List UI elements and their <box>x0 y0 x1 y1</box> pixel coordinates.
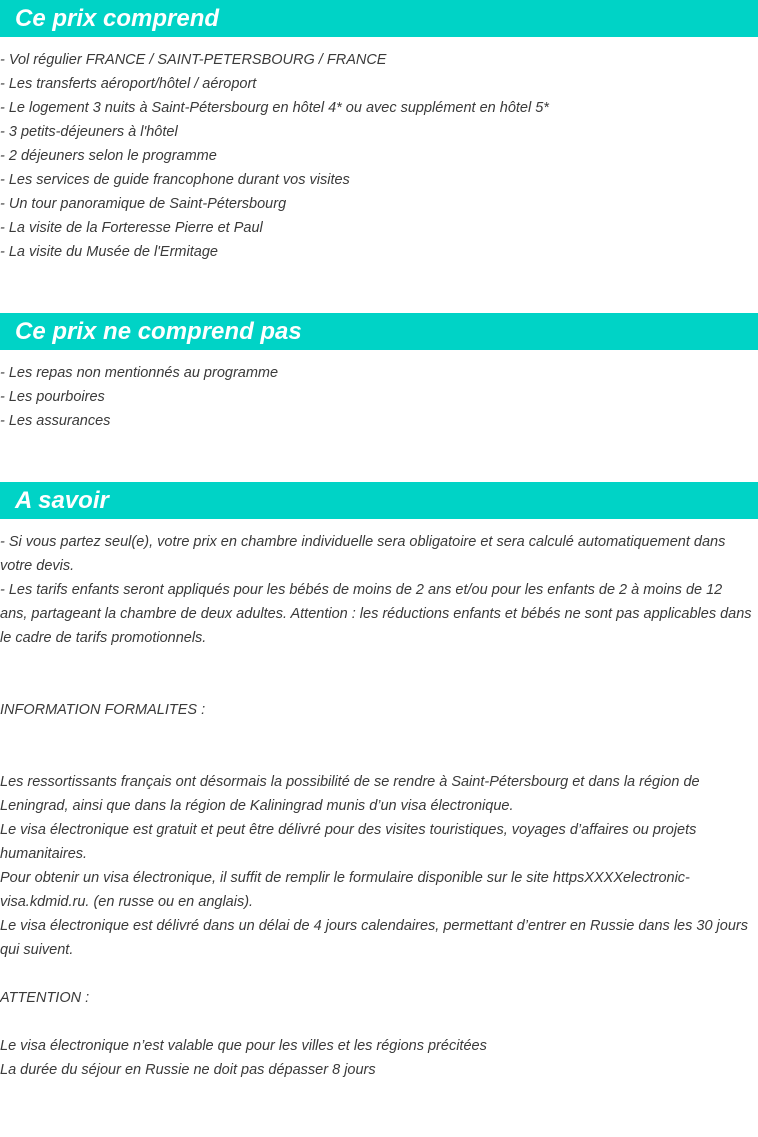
list-item: - Les services de guide francophone durant vos visites <box>0 172 350 188</box>
includes-list <box>0 48 752 264</box>
list-item: - 3 petits-déjeuners à l'hôtel <box>0 124 178 140</box>
list-item: - Un tour panoramique de Saint-Pétersbourg <box>0 196 287 212</box>
info-section-title: A savoir <box>0 482 758 519</box>
list-item: - Les assurances <box>0 413 111 429</box>
info-content <box>0 530 752 1082</box>
attention-paragraph: Le visa électronique n’est valable que pour les villes et les régions précitées <box>0 1038 487 1054</box>
formalities-paragraph: Pour obtenir un visa électronique, il suffit de remplir le formulaire disponible sur le site httpsXXXXelectronic-visa.kdmid.ru. (en russe ou en anglais). <box>0 870 690 910</box>
includes-section-title: Ce prix comprend <box>0 0 758 37</box>
list-item: - La visite du Musée de l'Ermitage <box>0 244 218 260</box>
list-item: - Le logement 3 nuits à Saint-Pétersbourg en hôtel 4* ou avec supplément en hôtel 5* <box>0 100 549 116</box>
list-item: - Les pourboires <box>0 389 105 405</box>
excludes-section-title: Ce prix ne comprend pas <box>0 313 758 350</box>
formalities-paragraph: Le visa électronique est délivré dans un délai de 4 jours calendaires, permettant d’entrer en Russie dans les 30 jours qui suivent. <box>0 918 748 958</box>
formalities-paragraph: Le visa électronique est gratuit et peut être délivré pour des visites touristiques, voyages d’affaires ou projets humanitaires. <box>0 822 697 862</box>
list-item: - Vol régulier FRANCE / SAINT-PETERSBOURG / FRANCE <box>0 52 387 68</box>
formalities-paragraph: Les ressortissants français ont désormais la possibilité de se rendre à Saint-Pétersbourg et dans la région de Leningrad, ainsi que dans la région de Kaliningrad munis d’un visa électronique. <box>0 774 700 814</box>
formalities-heading: INFORMATION FORMALITES : <box>0 702 206 718</box>
list-item: - La visite de la Forteresse Pierre et Paul <box>0 220 263 236</box>
children-rates-note: - Les tarifs enfants seront appliqués pour les bébés de moins de 2 ans et/ou pour les enfants de 2 à moins de 12 ans, partageant la chambre de deux adultes. Attention : les réductions enfants et bébés ne sont pas applicables dans le cadre de tarifs promotionnels. <box>0 582 752 646</box>
list-item: - Les repas non mentionnés au programme <box>0 365 279 381</box>
excludes-list <box>0 361 752 433</box>
attention-paragraph: La durée du séjour en Russie ne doit pas dépasser 8 jours <box>0 1062 376 1078</box>
attention-heading: ATTENTION : <box>0 990 90 1006</box>
list-item: - 2 déjeuners selon le programme <box>0 148 217 164</box>
list-item: - Les transferts aéroport/hôtel / aéroport <box>0 76 257 92</box>
single-room-note: - Si vous partez seul(e), votre prix en chambre individuelle sera obligatoire et sera calculé automatiquement dans votre devis. <box>0 534 726 574</box>
